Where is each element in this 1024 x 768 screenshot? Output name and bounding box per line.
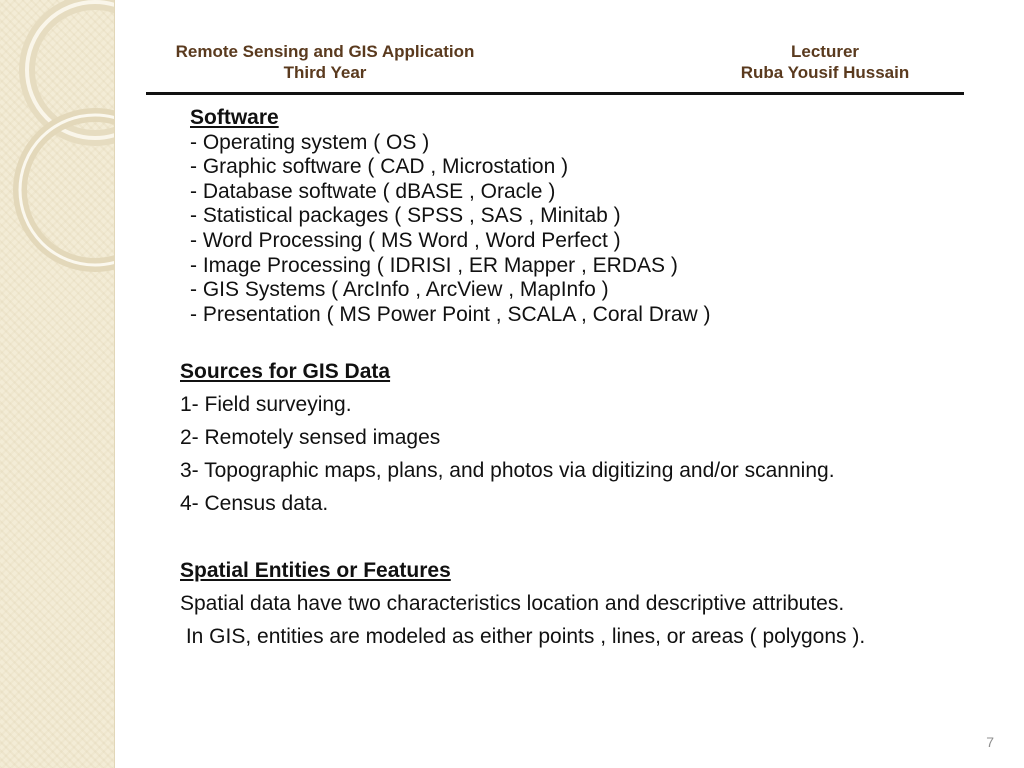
course-title: Remote Sensing and GIS Application [175, 42, 475, 61]
list-item: - Word Processing ( MS Word , Word Perfect ) [190, 228, 621, 252]
paragraph-line: In GIS, entities are modeled as either points , lines, or areas ( polygons ). [180, 625, 866, 648]
ring-decoration-icon [0, 0, 114, 768]
list-item: 4- Census data. [180, 492, 329, 515]
list-item: - Presentation ( MS Power Point , SCALA , Coral Draw ) [190, 302, 711, 326]
spatial-section [180, 554, 865, 653]
list-item: - Operating system ( OS ) [190, 130, 430, 154]
sources-section [180, 355, 835, 520]
software-section [190, 106, 711, 327]
list-item: - Image Processing ( IDRISI , ER Mapper , ERDAS ) [190, 253, 678, 277]
software-title: Software [190, 106, 279, 129]
page-number: 7 [986, 734, 994, 750]
header-lecturer [700, 41, 950, 83]
list-item: - GIS Systems ( ArcInfo , ArcView , MapInfo ) [190, 278, 609, 302]
spatial-title: Spatial Entities or Features [180, 559, 451, 582]
list-item: 3- Topographic maps, plans, and photos via digitizing and/or scanning. [180, 459, 835, 482]
paragraph-line: Spatial data have two characteristics location and descriptive attributes. [180, 592, 845, 615]
list-item: - Graphic software ( CAD , Microstation ) [190, 155, 569, 179]
decorative-sidebar [0, 0, 115, 768]
course-year: Third Year [283, 63, 367, 82]
list-item: - Statistical packages ( SPSS , SAS , Minitab ) [190, 204, 621, 228]
lecturer-label: Lecturer [790, 42, 860, 61]
list-item: - Database softwate ( dBASE , Oracle ) [190, 179, 556, 203]
list-item: 2- Remotely sensed images [180, 426, 441, 449]
sources-title: Sources for GIS Data [180, 360, 391, 383]
header-divider [146, 92, 964, 95]
list-item: 1- Field surveying. [180, 393, 352, 416]
lecturer-name: Ruba Yousif Hussain [740, 63, 910, 82]
header-course [150, 41, 500, 83]
